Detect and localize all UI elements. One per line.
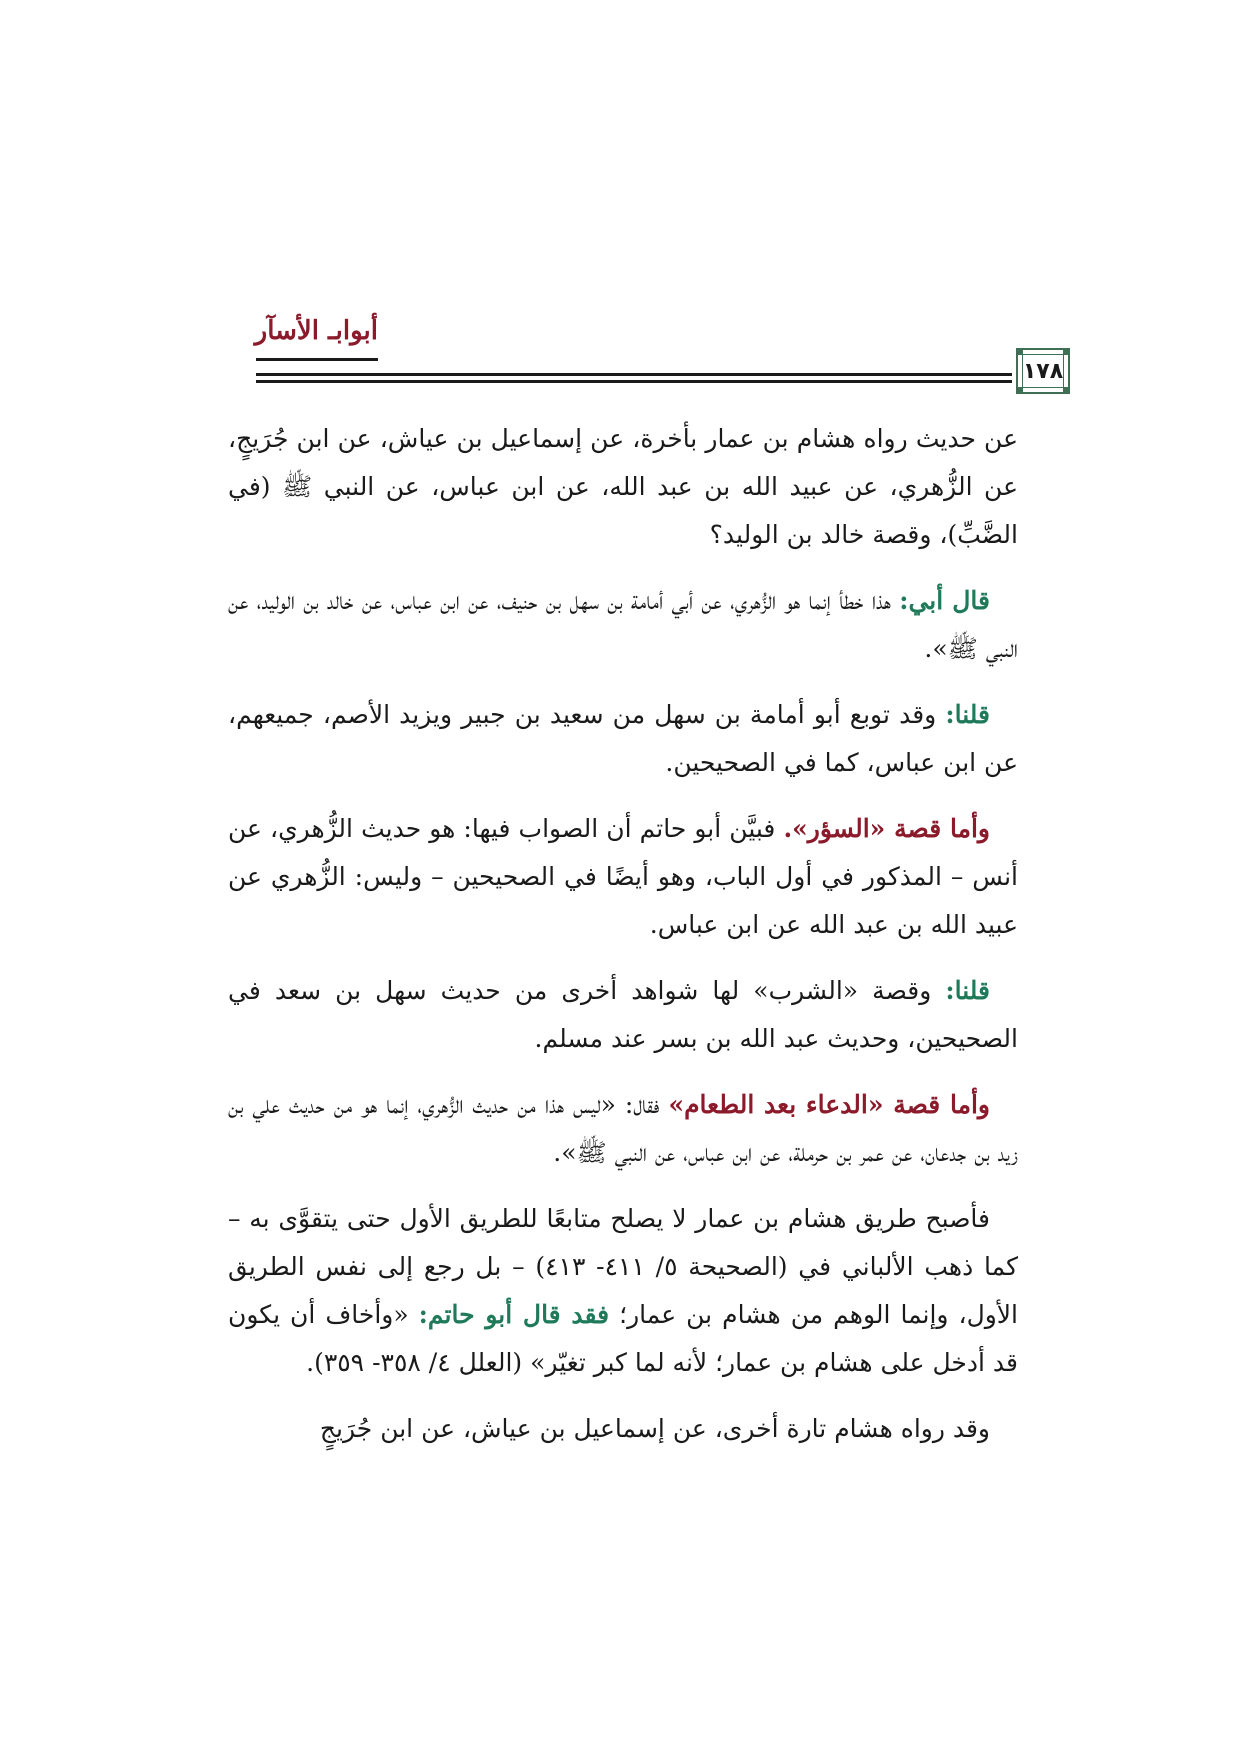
page-body [228,415,1018,1471]
paragraph [228,691,1018,787]
paragraph-text: وقد توبع أبو أمامة بن سهل من سعيد بن جبير ويزيد الأصم، جميعهم، عن ابن عباس، كما في الصحيحين. [228,700,1018,777]
running-title: أبوابـ الأسآر [254,316,378,346]
paragraph-lead: قلنا: [945,976,990,1005]
paragraph-text: «وأخاف أن يكون قد أدخل على هشام بن عمار؛ لأنه لما كبر تغيّر» (العلل ٤/ ٣٥٨- ٣٥٩). [228,1300,1018,1377]
paragraph-lead: قال أبي: [899,586,990,615]
page-header [0,300,1240,395]
paragraph-text: هذا خطأ إنما هو الزُّهري، عن أبي أمامة بن سهل بن حنيف، عن ابن عباس، عن خالد بن الوليد، عن النبي ﷺ». [228,586,1018,663]
paragraph [228,577,1018,673]
paragraph [228,805,1018,949]
paragraph-text: عن حديث رواه هشام بن عمار بأخرة، عن إسماعيل بن عياش، عن ابن جُرَيجٍ، عن الزُّهري، عن عبيد الله بن عبد الله، عن ابن عباس، عن النبي ﷺ (في الضَّبِّ)، وقصة خالد بن الوليد؟ [228,424,1018,549]
paragraph [228,1081,1018,1177]
paragraph-inline-lead: فقد قال أبو حاتم: [418,1300,610,1329]
paragraph-lead: قلنا: [945,700,991,729]
paragraph-text: فقال: «ليس هذا من حديث الزُّهري، إنما هو من حديث علي بن زيد بن جدعان، عن عمر بن حرملة، عن ابن عباس، عن النبي ﷺ». [228,1090,1018,1167]
paragraph-text: فبيَّن أبو حاتم أن الصواب فيها: هو حديث الزُّهري، عن أنس – المذكور في أول الباب، وهو أيضًا في الصحيحين – وليس: الزُّهري عن عبيد الله بن عبد الله عن ابن عباس. [228,814,1018,939]
paragraph [228,1195,1018,1387]
header-rule [256,373,1012,376]
paragraph-lead: وأما قصة «السؤر». [783,814,991,843]
paragraph [228,1405,1018,1453]
ornament-frame-icon [1016,348,1070,394]
paragraph-text: فأصبح طريق هشام بن عمار لا يصلح متابعًا للطريق الأول حتى يتقوَّى به – كما ذهب الألباني في (الصحيحة ٥/ ٤١١- ٤١٣) – بل رجع إلى نفس الطريق الأول، وإنما الوهم من هشام بن عمار؛ [228,1204,1019,1329]
paragraph [228,967,1018,1063]
paragraph-lead: وأما قصة «الدعاء بعد الطعام» [668,1090,991,1119]
paragraph-text: وقد رواه هشام تارة أخرى، عن إسماعيل بن عياش، عن ابن جُرَيجٍ [319,1414,990,1443]
paragraph [228,415,1018,559]
page-number: ١٧٨ [1022,354,1064,388]
page-number-badge [1014,346,1074,398]
header-rule [256,380,1012,383]
header-rule-top [256,358,378,361]
paragraph-text: وقصة «الشرب» لها شواهد أخرى من حديث سهل بن سعد في الصحيحين، وحديث عبد الله بن بسر عند مسلم. [228,976,1018,1053]
